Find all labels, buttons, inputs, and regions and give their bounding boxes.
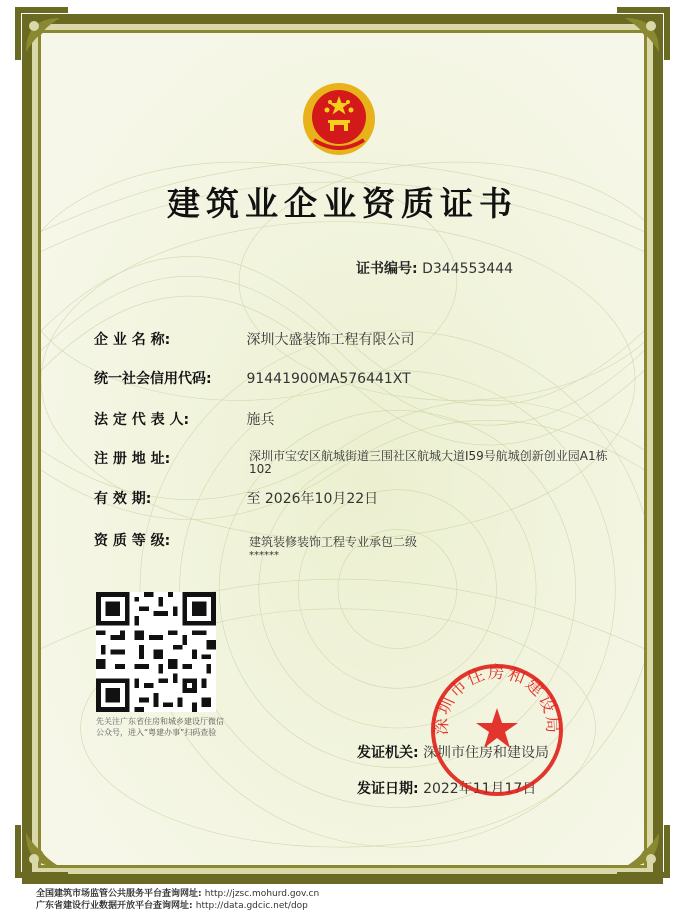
legal-rep-value: 施兵 [246,412,275,428]
issue-date-label: 发证日期: [357,781,419,797]
footer-line-2 [36,900,319,912]
svg-text:深圳市住房和建设局: 深圳市住房和建设局 [431,663,563,736]
qualification-extra: ****** [249,550,279,561]
corner-ornament-bottom-right [613,821,671,879]
footer-line-2-label: 广东省建设行业数据开放平台查询网址: [36,901,193,911]
corner-ornament-bottom-left [14,821,72,879]
legal-rep-label: 法 定 代 表 人: [94,412,190,428]
address-value: 深圳市宝安区航城街道三围社区航城大道I59号航城创新创业园A1栋102 [249,449,608,476]
validity-label: 有 效 期: [94,491,152,507]
credit-code-value: 91441900MA576441XT [246,371,411,387]
legal-rep-row [94,409,274,429]
qr-instructions: 先关注广东省住房和城乡建设厅微信公众号，进入“粤建办事”扫码查验 [96,717,224,737]
footer-line-1-label: 全国建筑市场监管公共服务平台查询网址: [36,889,202,899]
issuer-value: 深圳市住房和建设局 [423,745,550,761]
corner-ornament-top-right [613,6,671,64]
company-name-value: 深圳大盛装饰工程有限公司 [246,332,415,348]
credit-code-label: 统一社会信用代码: [94,371,212,387]
address-row [94,448,242,468]
validity-value: 至 2026年10月22日 [246,491,379,507]
issue-date-value: 2022年11月17日 [423,781,537,797]
national-emblem-icon [300,80,378,158]
footer-line-1 [36,888,319,900]
footer-line-1-url[interactable]: http://jzsc.mohurd.gov.cn [204,889,320,899]
qualification-value-block [249,533,417,561]
qualification-value: 建筑装修装饰工程专业承包二级 [249,535,418,549]
cert-no-value: D344553444 [422,261,514,277]
qualification-row [94,530,242,550]
address-label: 注 册 地 址: [94,451,171,467]
corner-ornament-top-left [14,6,72,64]
cert-no-label: 证书编号: [356,261,418,277]
validity-row [94,488,378,508]
qualification-label: 资 质 等 级: [94,533,171,549]
footer-line-2-url[interactable]: http://data.gdcic.net/dop [195,901,308,911]
qr-code[interactable] [96,592,216,712]
credit-code-row [94,368,411,388]
company-name-row [94,329,414,349]
certificate-title: 建筑业企业资质证书 [167,184,518,223]
official-red-seal [427,660,567,800]
certificate-number [356,258,513,278]
issuer-label: 发证机关: [357,745,419,761]
footer-query-urls [36,888,319,912]
company-name-label: 企 业 名 称: [94,332,171,348]
